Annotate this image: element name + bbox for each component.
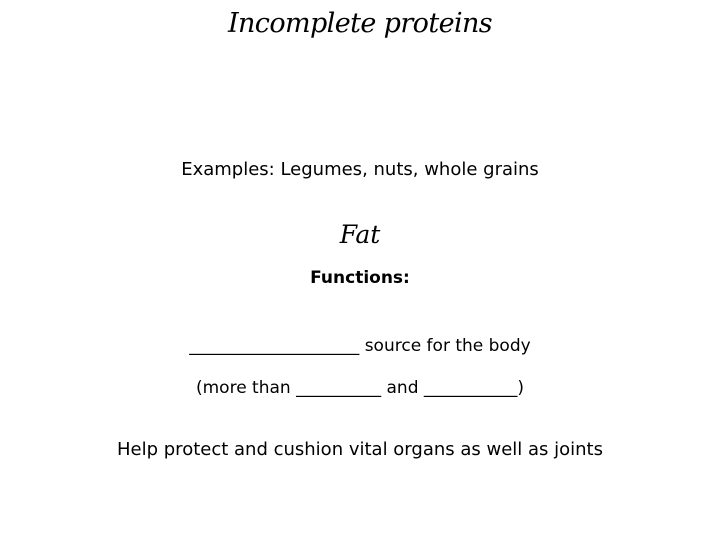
slide-title: Incomplete proteins: [227, 8, 493, 39]
protection-line: Help protect and cushion vital organs as well as joints: [117, 439, 603, 460]
functions-label: Functions:: [310, 268, 410, 288]
examples-text: Examples: Legumes, nuts, whole grains: [181, 159, 539, 180]
section-heading: Fat: [339, 220, 381, 249]
energy-source-line: ____________________ source for the body: [189, 336, 531, 356]
comparison-line: (more than __________ and ___________): [195, 378, 525, 398]
